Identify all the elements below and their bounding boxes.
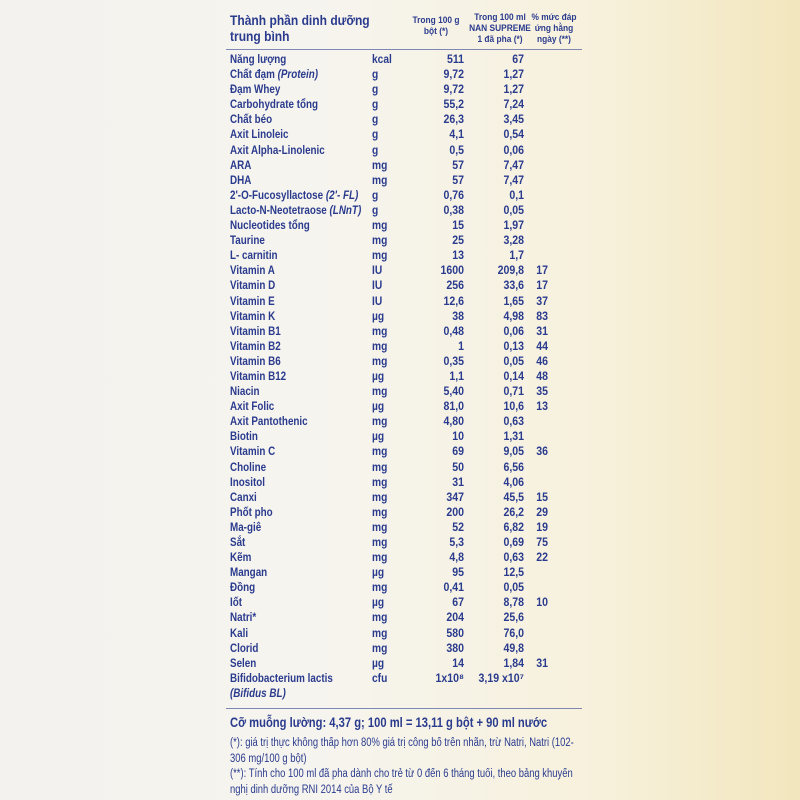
per-100g-cell: 31 bbox=[452, 474, 464, 489]
nutrient-name-text: Nucleotides tổng bbox=[230, 218, 310, 233]
nutrient-name-text: Vitamin E bbox=[230, 293, 275, 308]
unit-cell: g bbox=[372, 187, 379, 202]
per-100ml-cell: 0,14 bbox=[503, 368, 524, 383]
nutrient-name bbox=[230, 595, 394, 610]
per-100ml-cell: 1,27 bbox=[503, 67, 524, 82]
unit-cell: mg bbox=[372, 338, 388, 353]
per-100ml-cell: 49,8 bbox=[503, 640, 524, 655]
per-100g-cell: 52 bbox=[452, 519, 464, 534]
per-100g-cell: 380 bbox=[446, 640, 464, 655]
nutrient-name bbox=[230, 97, 394, 112]
per-100ml-cell: 0,63 bbox=[503, 414, 524, 429]
nutrient-name bbox=[230, 610, 394, 625]
nutrient-name bbox=[230, 490, 394, 505]
nutrient-name bbox=[230, 354, 394, 369]
nutrient-name-text: Sắt bbox=[230, 535, 246, 549]
table-row bbox=[222, 460, 582, 475]
nutrient-name-text: Taurine bbox=[230, 233, 265, 248]
table-row bbox=[222, 626, 582, 641]
table-row bbox=[222, 233, 582, 248]
nutrient-name bbox=[230, 505, 394, 520]
nutrient-name-text: Clorid bbox=[230, 640, 259, 655]
nutrient-name bbox=[230, 444, 394, 459]
unit-cell: µg bbox=[372, 399, 385, 414]
nutrient-name bbox=[230, 324, 394, 339]
per-100g-cell: 9,72 bbox=[443, 82, 464, 97]
unit-cell: kcal bbox=[372, 52, 392, 66]
nutrient-name-text: Đạm Whey bbox=[230, 82, 281, 97]
table-row bbox=[222, 278, 582, 293]
nutrient-name-text: Canxi bbox=[230, 489, 257, 504]
per-100g-cell: 200 bbox=[446, 504, 464, 519]
nutrient-name bbox=[230, 580, 394, 595]
per-100ml-cell: 209,8 bbox=[497, 263, 524, 278]
nutrient-name bbox=[230, 550, 394, 565]
nutrient-name-text: Vitamin C bbox=[230, 444, 276, 459]
unit-cell: mg bbox=[372, 610, 388, 625]
nutrient-name bbox=[230, 218, 394, 233]
unit-cell: µg bbox=[372, 429, 385, 444]
per-100ml-cell: 0,71 bbox=[503, 384, 524, 399]
table-bottom-divider bbox=[226, 708, 582, 709]
table-row bbox=[222, 671, 582, 701]
table-row bbox=[222, 656, 582, 671]
nutrient-name-note: (Protein) bbox=[277, 67, 319, 82]
per-100g-cell: 4,1 bbox=[449, 127, 464, 142]
daily-percent-cell: 17 bbox=[536, 263, 548, 278]
nutrient-name bbox=[230, 82, 394, 97]
nutrient-name bbox=[230, 248, 394, 263]
column-header-daily-percent: % mức đáp ứng hằng ngày (**) bbox=[531, 12, 577, 45]
nutrient-name bbox=[230, 158, 394, 173]
unit-cell: g bbox=[372, 202, 379, 217]
nutrient-name bbox=[230, 112, 394, 127]
unit-cell: mg bbox=[372, 248, 388, 263]
table-row bbox=[222, 520, 582, 535]
footnote-double-star: (**): Tính cho 100 ml đã pha dành cho trẻ từ 0 đến 6 tháng tuổi, theo bảng khuyến nghị dinh dưỡng RNI 2014 của Bộ Y tế bbox=[230, 768, 573, 796]
nutrient-name bbox=[230, 384, 394, 399]
per-100ml-cell: 3,45 bbox=[503, 112, 524, 127]
table-row bbox=[222, 505, 582, 520]
unit-cell: IU bbox=[372, 278, 383, 293]
per-100ml-cell: 67 bbox=[512, 52, 524, 66]
daily-percent-cell: 46 bbox=[536, 353, 548, 368]
per-100ml-cell: 0,05 bbox=[503, 353, 524, 368]
unit-cell: g bbox=[372, 67, 379, 82]
nutrient-name bbox=[230, 52, 394, 67]
nutrient-name-text: Phốt pho bbox=[230, 504, 273, 519]
nutrient-name-text: Kali bbox=[230, 625, 249, 640]
per-100g-cell: 12,6 bbox=[443, 293, 464, 308]
nutrient-name-text: Choline bbox=[230, 459, 267, 474]
per-100g-cell: 26,3 bbox=[443, 112, 464, 127]
per-100g-cell: 1 bbox=[458, 338, 464, 353]
daily-percent-cell: 10 bbox=[536, 595, 548, 610]
table-row bbox=[222, 399, 582, 414]
per-100ml-cell: 1,65 bbox=[503, 293, 524, 308]
unit-cell: mg bbox=[372, 323, 388, 338]
per-100g-cell: 50 bbox=[452, 459, 464, 474]
nutrient-name bbox=[230, 671, 394, 701]
per-100ml-cell: 7,47 bbox=[503, 157, 524, 172]
table-row bbox=[222, 490, 582, 505]
table-row bbox=[222, 294, 582, 309]
per-100ml-cell: 0,69 bbox=[503, 535, 524, 549]
column-header-per-100ml: Trong 100 ml NAN SUPREME 1 đã pha (*) bbox=[469, 12, 531, 45]
daily-percent-cell: 36 bbox=[536, 444, 548, 459]
per-100ml-cell: 1,27 bbox=[503, 82, 524, 97]
table-row bbox=[222, 641, 582, 656]
unit-cell: g bbox=[372, 82, 379, 97]
per-100g-cell: 511 bbox=[446, 52, 464, 66]
table-row bbox=[222, 143, 582, 158]
table-row bbox=[222, 610, 582, 625]
per-100ml-cell: 26,2 bbox=[503, 504, 524, 519]
per-100g-cell: 580 bbox=[446, 625, 464, 640]
per-100g-cell: 5,3 bbox=[449, 535, 464, 549]
per-100ml-cell: 0,63 bbox=[503, 550, 524, 565]
per-100ml-cell: 3,19 x10⁷ bbox=[478, 670, 524, 685]
per-100ml-cell: 4,06 bbox=[503, 474, 524, 489]
per-100g-cell: 15 bbox=[452, 218, 464, 233]
unit-cell: mg bbox=[372, 519, 388, 534]
per-100ml-cell: 9,05 bbox=[503, 444, 524, 459]
per-100ml-cell: 4,98 bbox=[503, 308, 524, 323]
nutrient-name-text: Biotin bbox=[230, 429, 258, 444]
per-100ml-cell: 76,0 bbox=[503, 625, 524, 640]
per-100g-cell: 13 bbox=[452, 248, 464, 263]
unit-cell: g bbox=[372, 127, 379, 142]
per-100g-cell: 1x10⁸ bbox=[435, 670, 464, 685]
nutrient-name-note: (2'- FL) bbox=[325, 187, 359, 202]
nutrient-name-text: Bifidobacterium lactis bbox=[230, 670, 333, 685]
per-100ml-cell: 0,05 bbox=[503, 202, 524, 217]
per-100ml-cell: 6,56 bbox=[503, 459, 524, 474]
per-100ml-cell: 0,06 bbox=[503, 323, 524, 338]
table-row bbox=[222, 263, 582, 278]
unit-cell: mg bbox=[372, 535, 388, 549]
unit-cell: IU bbox=[372, 293, 383, 308]
unit-cell: IU bbox=[372, 263, 383, 278]
nutrient-name-subline: (Bifidus BL) bbox=[230, 685, 286, 700]
per-100ml-cell: 6,82 bbox=[503, 519, 524, 534]
per-100ml-cell: 3,28 bbox=[503, 233, 524, 248]
nutrient-name-text: Lacto-N-Neotetraose bbox=[230, 202, 327, 217]
nutrient-name-text: Đồng bbox=[230, 580, 256, 595]
nutrient-name-text: Niacin bbox=[230, 384, 260, 399]
nutrient-name-text: 2'-O-Fucosyllactose bbox=[230, 187, 324, 202]
table-row bbox=[222, 565, 582, 580]
per-100g-cell: 4,8 bbox=[449, 550, 464, 565]
nutrient-name bbox=[230, 399, 394, 414]
unit-cell: mg bbox=[372, 414, 388, 429]
nutrient-name bbox=[230, 520, 394, 535]
daily-percent-cell: 29 bbox=[536, 504, 548, 519]
nutrient-name bbox=[230, 233, 394, 248]
table-title: Thành phần dinh dưỡng trung bình bbox=[230, 12, 370, 44]
daily-percent-cell: 31 bbox=[536, 323, 548, 338]
unit-cell: µg bbox=[372, 368, 385, 383]
unit-cell: mg bbox=[372, 459, 388, 474]
per-100g-cell: 38 bbox=[452, 308, 464, 323]
nutrition-rows bbox=[222, 52, 582, 701]
per-100g-cell: 204 bbox=[446, 610, 464, 625]
nutrient-name-text: Natri* bbox=[230, 610, 257, 625]
nutrient-name bbox=[230, 475, 394, 490]
daily-percent-cell: 31 bbox=[536, 655, 548, 670]
per-100g-cell: 0,76 bbox=[443, 187, 464, 202]
daily-percent-cell: 83 bbox=[536, 308, 548, 323]
per-100ml-cell: 1,7 bbox=[509, 248, 524, 263]
table-row bbox=[222, 203, 582, 218]
per-100g-cell: 4,80 bbox=[443, 414, 464, 429]
nutrient-name bbox=[230, 127, 394, 142]
unit-cell: µg bbox=[372, 308, 385, 323]
nutrient-name-text: Vitamin K bbox=[230, 308, 276, 323]
per-100ml-cell: 45,5 bbox=[503, 489, 524, 504]
per-100g-cell: 256 bbox=[446, 278, 464, 293]
nutrition-panel bbox=[222, 0, 582, 800]
table-row bbox=[222, 550, 582, 565]
unit-cell: mg bbox=[372, 172, 388, 187]
unit-cell: µg bbox=[372, 595, 385, 610]
per-100ml-cell: 0,05 bbox=[503, 580, 524, 595]
unit-cell: mg bbox=[372, 444, 388, 459]
nutrient-name bbox=[230, 143, 394, 158]
nutrient-name bbox=[230, 369, 394, 384]
nutrient-name-text: DHA bbox=[230, 172, 252, 187]
table-row bbox=[222, 384, 582, 399]
table-row bbox=[222, 67, 582, 82]
nutrient-name bbox=[230, 641, 394, 656]
unit-cell: µg bbox=[372, 565, 385, 580]
per-100ml-cell: 0,06 bbox=[503, 142, 524, 157]
per-100g-cell: 57 bbox=[452, 172, 464, 187]
per-100g-cell: 1,1 bbox=[449, 368, 464, 383]
column-header-per-100g: Trong 100 g bột (*) bbox=[412, 15, 460, 37]
unit-cell: mg bbox=[372, 474, 388, 489]
unit-cell: mg bbox=[372, 384, 388, 399]
table-row bbox=[222, 369, 582, 384]
per-100g-cell: 0,38 bbox=[443, 202, 464, 217]
nutrient-name bbox=[230, 188, 394, 203]
nutrient-name bbox=[230, 656, 394, 671]
daily-percent-cell: 37 bbox=[536, 293, 548, 308]
daily-percent-cell: 13 bbox=[536, 399, 548, 414]
per-100ml-cell: 25,6 bbox=[503, 610, 524, 625]
unit-cell: mg bbox=[372, 353, 388, 368]
per-100g-cell: 5,40 bbox=[443, 384, 464, 399]
nutrient-name-text: Vitamin B2 bbox=[230, 338, 281, 353]
unit-cell: mg bbox=[372, 504, 388, 519]
unit-cell: g bbox=[372, 97, 379, 112]
unit-cell: µg bbox=[372, 655, 385, 670]
footnote-single-star: (*): giá trị thực không thấp hơn 80% giá trị công bố trên nhãn, trừ Natri, Natri (102-306 mg/100 g bột) bbox=[230, 737, 574, 765]
table-row bbox=[222, 475, 582, 490]
table-row bbox=[222, 354, 582, 369]
table-row bbox=[222, 158, 582, 173]
table-row bbox=[222, 324, 582, 339]
nutrient-name bbox=[230, 309, 394, 324]
nutrient-name bbox=[230, 203, 394, 218]
nutrient-name-text: L- carnitin bbox=[230, 248, 278, 263]
table-row bbox=[222, 82, 582, 97]
unit-cell: g bbox=[372, 112, 379, 127]
nutrient-name-text: Inositol bbox=[230, 474, 265, 489]
nutrient-name-text: Chất đạm bbox=[230, 67, 275, 82]
unit-cell: g bbox=[372, 142, 379, 157]
table-row bbox=[222, 248, 582, 263]
table-row bbox=[222, 218, 582, 233]
nutrient-name-text: Iốt bbox=[230, 595, 243, 610]
per-100g-cell: 95 bbox=[452, 565, 464, 580]
nutrient-name-text: Carbohydrate tổng bbox=[230, 97, 319, 112]
nutrient-name-text: Chất béo bbox=[230, 112, 273, 127]
table-row bbox=[222, 580, 582, 595]
table-row bbox=[222, 339, 582, 354]
nutrient-name-text: Selen bbox=[230, 655, 257, 670]
per-100ml-cell: 1,84 bbox=[503, 655, 524, 670]
unit-cell: mg bbox=[372, 489, 388, 504]
nutrient-name-text: Kẽm bbox=[230, 550, 252, 565]
nutrient-name-text: Vitamin A bbox=[230, 263, 275, 278]
per-100g-cell: 69 bbox=[452, 444, 464, 459]
per-100ml-cell: 8,78 bbox=[503, 595, 524, 610]
nutrient-name-text: Vitamin B1 bbox=[230, 323, 281, 338]
per-100g-cell: 10 bbox=[452, 429, 464, 444]
nutrient-name bbox=[230, 67, 394, 82]
nutrient-name bbox=[230, 535, 394, 550]
per-100ml-cell: 10,6 bbox=[503, 399, 524, 414]
daily-percent-cell: 19 bbox=[536, 519, 548, 534]
table-row bbox=[222, 97, 582, 112]
unit-cell: mg bbox=[372, 550, 388, 565]
nutrient-name bbox=[230, 565, 394, 580]
per-100ml-cell: 0,54 bbox=[503, 127, 524, 142]
table-row bbox=[222, 188, 582, 203]
per-100ml-cell: 1,97 bbox=[503, 218, 524, 233]
nutrient-name-text: Axit Pantothenic bbox=[230, 414, 308, 429]
nutrient-name-text: Vitamin D bbox=[230, 278, 276, 293]
table-row bbox=[222, 429, 582, 444]
daily-percent-cell: 48 bbox=[536, 368, 548, 383]
serving-size-text: Cỡ muỗng lường: 4,37 g; 100 ml = 13,11 g bột + 90 ml nước bbox=[230, 714, 548, 730]
nutrient-name-text: Năng lượng bbox=[230, 52, 287, 66]
nutrient-name bbox=[230, 460, 394, 475]
per-100g-cell: 55,2 bbox=[443, 97, 464, 112]
table-row bbox=[222, 414, 582, 429]
unit-cell: cfu bbox=[372, 670, 388, 685]
per-100ml-cell: 33,6 bbox=[503, 278, 524, 293]
nutrient-name bbox=[230, 626, 394, 641]
per-100ml-cell: 0,1 bbox=[509, 187, 524, 202]
header-divider bbox=[226, 49, 582, 50]
per-100ml-cell: 0,13 bbox=[503, 338, 524, 353]
nutrient-name bbox=[230, 278, 394, 293]
per-100g-cell: 14 bbox=[452, 655, 464, 670]
per-100g-cell: 1600 bbox=[440, 263, 464, 278]
unit-cell: mg bbox=[372, 580, 388, 595]
per-100g-cell: 67 bbox=[452, 595, 464, 610]
daily-percent-cell: 17 bbox=[536, 278, 548, 293]
per-100ml-cell: 7,24 bbox=[503, 97, 524, 112]
per-100g-cell: 0,5 bbox=[449, 142, 464, 157]
nutrient-name-text: Axit Folic bbox=[230, 399, 275, 414]
table-row bbox=[222, 595, 582, 610]
daily-percent-cell: 35 bbox=[536, 384, 548, 399]
table-row bbox=[222, 112, 582, 127]
nutrient-name-text: Vitamin B6 bbox=[230, 353, 281, 368]
per-100ml-cell: 1,31 bbox=[503, 429, 524, 444]
nutrient-name-note: (LNnT) bbox=[329, 202, 362, 217]
per-100g-cell: 347 bbox=[446, 489, 464, 504]
table-row bbox=[222, 444, 582, 459]
daily-percent-cell: 44 bbox=[536, 338, 548, 353]
table-row bbox=[222, 309, 582, 324]
per-100ml-cell: 12,5 bbox=[503, 565, 524, 580]
nutrient-name bbox=[230, 414, 394, 429]
unit-cell: mg bbox=[372, 157, 388, 172]
nutrient-name-text: Vitamin B12 bbox=[230, 368, 287, 383]
nutrient-name bbox=[230, 294, 394, 309]
unit-cell: mg bbox=[372, 233, 388, 248]
nutrient-name-text: ARA bbox=[230, 157, 252, 172]
nutrient-name bbox=[230, 429, 394, 444]
nutrient-name bbox=[230, 263, 394, 278]
nutrient-name-text: Mangan bbox=[230, 565, 268, 580]
daily-percent-cell: 15 bbox=[536, 489, 548, 504]
table-row bbox=[222, 52, 582, 67]
daily-percent-cell: 75 bbox=[536, 535, 548, 549]
unit-cell: mg bbox=[372, 625, 388, 640]
per-100ml-cell: 7,47 bbox=[503, 172, 524, 187]
daily-percent-cell: 22 bbox=[536, 550, 548, 565]
nutrient-name-text: Axit Alpha-Linolenic bbox=[230, 142, 325, 157]
nutrient-name-text: Axit Linoleic bbox=[230, 127, 289, 142]
per-100g-cell: 9,72 bbox=[443, 67, 464, 82]
nutrient-name bbox=[230, 339, 394, 354]
per-100g-cell: 25 bbox=[452, 233, 464, 248]
unit-cell: mg bbox=[372, 218, 388, 233]
nutrient-name-text: Ma-giê bbox=[230, 519, 262, 534]
per-100g-cell: 57 bbox=[452, 157, 464, 172]
per-100g-cell: 0,35 bbox=[443, 353, 464, 368]
per-100g-cell: 0,48 bbox=[443, 323, 464, 338]
per-100g-cell: 0,41 bbox=[443, 580, 464, 595]
table-row bbox=[222, 535, 582, 550]
per-100g-cell: 81,0 bbox=[443, 399, 464, 414]
table-row bbox=[222, 127, 582, 142]
nutrient-name bbox=[230, 173, 394, 188]
table-row bbox=[222, 173, 582, 188]
unit-cell: mg bbox=[372, 640, 388, 655]
